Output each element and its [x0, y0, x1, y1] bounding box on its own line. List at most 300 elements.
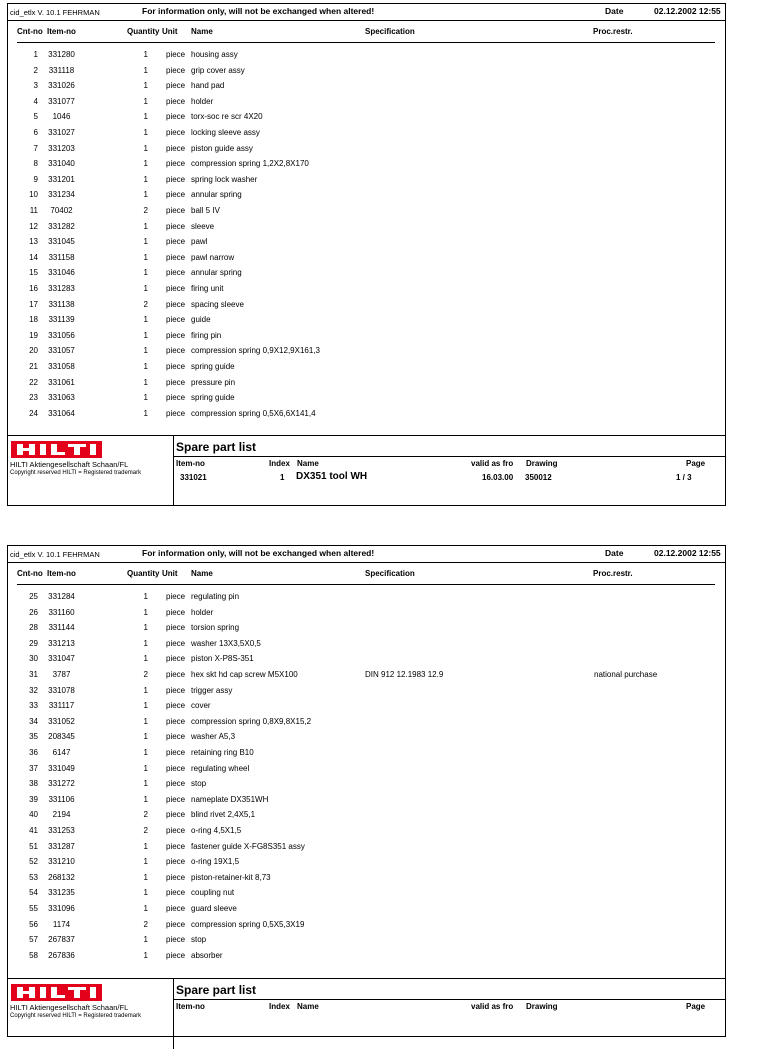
cnt-no-cell: 52: [29, 857, 38, 867]
unit-cell: piece: [166, 408, 186, 418]
col-proc-restr: Proc.restr.: [593, 569, 633, 578]
company-name: HILTI Aktiengesellschaft Schaan/FL: [10, 460, 129, 469]
item-no-cell: 331064: [48, 408, 75, 418]
quantity-cell: 1: [143, 623, 148, 633]
quantity-cell: 1: [143, 112, 148, 122]
cnt-no-cell: 32: [29, 685, 38, 695]
item-no-cell: 208345: [48, 732, 75, 742]
quantity-cell: 1: [143, 96, 148, 106]
quantity-cell: 1: [143, 592, 148, 601]
name-cell: hex skt hd cap screw M5X100: [191, 670, 298, 679]
item-no-cell: 1046: [52, 112, 71, 122]
item-no-cell: 331026: [48, 81, 75, 91]
item-no-cell: 331118: [48, 65, 75, 75]
table-row: [8, 206, 725, 221]
quantity-cell: 1: [143, 252, 148, 262]
item-no-cell: 331049: [48, 763, 75, 773]
name-cell: coupling nut: [191, 888, 235, 898]
footer-label-valid: valid as fro: [471, 1002, 514, 1011]
name-cell: piston X-P8S-351: [191, 654, 254, 664]
item-no-cell: 331272: [48, 779, 75, 789]
footer-label-valid: valid as fro: [471, 459, 514, 468]
unit-cell: piece: [166, 607, 186, 617]
cnt-no-cell: 26: [29, 607, 38, 617]
footer-label-item: Item-no: [176, 459, 205, 468]
unit-cell: piece: [166, 826, 186, 835]
name-cell: locking sleeve assy: [191, 128, 260, 137]
table-row: [8, 175, 725, 190]
cnt-no-cell: 54: [29, 888, 38, 898]
name-cell: annular spring: [191, 190, 242, 200]
name-cell: washer 13X3,5X0,5: [191, 638, 261, 648]
name-cell: trigger assy: [191, 685, 233, 695]
table-row: [8, 144, 725, 159]
proc-restr-cell: national purchase: [594, 670, 658, 679]
unit-cell: piece: [166, 779, 186, 789]
version-label: cid_etlx V. 10.1 FEHRMAN: [10, 8, 100, 17]
table-row: [8, 732, 725, 747]
table-row: [8, 362, 725, 377]
parts-list-page-2: [7, 545, 726, 1037]
name-cell: annular spring: [191, 268, 242, 278]
quantity-cell: 1: [143, 779, 148, 789]
parts-list-page-1: [7, 3, 726, 506]
item-no-cell: 331096: [48, 904, 75, 913]
footer-label-drawing: Drawing: [526, 1002, 558, 1011]
cnt-no-cell: 7: [33, 143, 38, 153]
unit-cell: piece: [166, 330, 186, 340]
name-cell: torx-soc re scr 4X20: [191, 112, 263, 122]
item-no-cell: 331139: [48, 315, 75, 325]
unit-cell: piece: [166, 65, 186, 75]
table-row: [8, 393, 725, 408]
hilti-logo: [11, 441, 102, 458]
unit-cell: piece: [166, 716, 186, 726]
table-row: [8, 608, 725, 623]
quantity-cell: 1: [143, 685, 148, 695]
name-cell: housing assy: [191, 50, 238, 59]
unit-cell: piece: [166, 654, 186, 664]
cnt-no-cell: 53: [29, 872, 38, 882]
unit-cell: piece: [166, 221, 186, 231]
quantity-cell: 1: [143, 377, 148, 387]
cnt-no-cell: 33: [29, 701, 38, 711]
item-no-cell: 268132: [48, 872, 75, 882]
cnt-no-cell: 56: [29, 919, 38, 929]
col-quantity: Quantity: [127, 27, 160, 36]
cnt-no-cell: 9: [33, 174, 38, 184]
table-row: [8, 253, 725, 268]
name-cell: guard sleeve: [191, 904, 237, 913]
unit-cell: piece: [166, 950, 186, 960]
unit-cell: piece: [166, 810, 186, 820]
cnt-no-cell: 24: [29, 408, 38, 418]
footer-name: DX351 tool WH: [296, 471, 368, 482]
quantity-cell: 1: [143, 128, 148, 137]
cnt-no-cell: 21: [29, 362, 38, 371]
name-cell: pawl narrow: [191, 252, 235, 262]
name-cell: stop: [191, 935, 207, 945]
table-row: [8, 50, 725, 65]
quantity-cell: 1: [143, 872, 148, 882]
table-row: [8, 920, 725, 935]
name-cell: pawl: [191, 237, 208, 247]
name-cell: sleeve: [191, 221, 215, 231]
table-row: [8, 826, 725, 841]
cnt-no-cell: 4: [33, 96, 38, 106]
unit-cell: piece: [166, 362, 186, 371]
item-no-cell: 3787: [52, 670, 71, 679]
item-no-cell: 2194: [52, 810, 71, 820]
quantity-cell: 1: [143, 237, 148, 247]
quantity-cell: 1: [143, 654, 148, 664]
quantity-cell: 1: [143, 794, 148, 804]
item-no-cell: 331046: [48, 268, 75, 278]
name-cell: hand pad: [191, 81, 225, 91]
cnt-no-cell: 51: [29, 841, 38, 851]
unit-cell: piece: [166, 841, 186, 851]
cnt-no-cell: 37: [29, 763, 38, 773]
header-rule: [17, 42, 715, 43]
cnt-no-cell: 15: [29, 268, 38, 278]
quantity-cell: 2: [143, 670, 148, 679]
unit-cell: piece: [166, 315, 186, 325]
item-no-cell: 331282: [48, 221, 75, 231]
unit-cell: piece: [166, 888, 186, 898]
table-row: [8, 717, 725, 732]
unit-cell: piece: [166, 935, 186, 945]
quantity-cell: 1: [143, 857, 148, 867]
item-no-cell: 70402: [50, 206, 73, 215]
cnt-no-cell: 11: [29, 206, 38, 215]
name-cell: piston guide assy: [191, 143, 253, 153]
col-quantity: Quantity: [127, 569, 160, 578]
item-no-cell: 331160: [48, 607, 75, 617]
name-cell: retaining ring B10: [191, 748, 254, 757]
date-label: Date: [605, 6, 624, 16]
unit-cell: piece: [166, 206, 186, 215]
unit-cell: piece: [166, 794, 186, 804]
unit-cell: piece: [166, 112, 186, 122]
unit-cell: piece: [166, 284, 186, 293]
table-row: [8, 686, 725, 701]
cnt-no-cell: 30: [29, 654, 38, 664]
quantity-cell: 1: [143, 362, 148, 371]
table-row: [8, 670, 725, 685]
cnt-no-cell: 57: [29, 935, 38, 945]
table-row: [8, 795, 725, 810]
item-no-cell: 331158: [48, 252, 75, 262]
cnt-no-cell: 6: [33, 128, 38, 137]
quantity-cell: 2: [143, 919, 148, 929]
item-no-cell: 331117: [48, 701, 75, 711]
cnt-no-cell: 40: [29, 810, 38, 820]
item-no-cell: 331077: [48, 96, 75, 106]
name-cell: compression spring 0,9X12,9X161,3: [191, 346, 320, 356]
version-label: cid_etlx V. 10.1 FEHRMAN: [10, 550, 100, 559]
footer-label-page: Page: [686, 459, 706, 468]
item-no-cell: 331235: [48, 888, 75, 898]
date-value: 02.12.2002 12:55: [654, 548, 721, 558]
name-cell: spring guide: [191, 393, 235, 403]
quantity-cell: 2: [143, 299, 148, 309]
footer-rule: [173, 999, 725, 1000]
quantity-cell: 1: [143, 190, 148, 200]
unit-cell: piece: [166, 904, 186, 913]
footer-item-no: 331021: [180, 473, 207, 482]
item-no-cell: 331280: [48, 50, 75, 59]
unit-cell: piece: [166, 268, 186, 278]
page-header: [8, 546, 725, 563]
item-no-cell: 331078: [48, 685, 75, 695]
unit-cell: piece: [166, 592, 186, 601]
col-cnt-no: Cnt-no: [17, 27, 43, 36]
header-rule: [17, 584, 715, 585]
cnt-no-cell: 8: [33, 159, 38, 169]
footer-block: [8, 978, 725, 1049]
quantity-cell: 1: [143, 65, 148, 75]
unit-cell: piece: [166, 159, 186, 169]
date-label: Date: [605, 548, 624, 558]
cnt-no-cell: 14: [29, 252, 38, 262]
footer-index: 1: [280, 473, 285, 482]
unit-cell: piece: [166, 346, 186, 356]
unit-cell: piece: [166, 377, 186, 387]
quantity-cell: 1: [143, 950, 148, 960]
unit-cell: piece: [166, 252, 186, 262]
item-no-cell: 331052: [48, 716, 75, 726]
specification-cell: DIN 912 12.1983 12.9: [365, 670, 444, 679]
quantity-cell: 1: [143, 408, 148, 418]
cnt-no-cell: 19: [29, 330, 38, 340]
unit-cell: piece: [166, 623, 186, 633]
cnt-no-cell: 58: [29, 950, 38, 960]
name-cell: regulating pin: [191, 592, 240, 601]
footer-block: [8, 435, 725, 506]
name-cell: holder: [191, 96, 214, 106]
name-cell: washer A5,3: [191, 732, 236, 742]
unit-cell: piece: [166, 670, 186, 679]
cnt-no-cell: 2: [33, 65, 38, 75]
footer-drawing: 350012: [525, 473, 552, 482]
company-name: HILTI Aktiengesellschaft Schaan/FL: [10, 1003, 129, 1012]
cnt-no-cell: 39: [29, 794, 38, 804]
table-row: [8, 315, 725, 330]
name-cell: spring guide: [191, 362, 235, 371]
item-no-cell: 331057: [48, 346, 75, 356]
item-no-cell: 331287: [48, 841, 75, 851]
unit-cell: piece: [166, 748, 186, 757]
table-row: [8, 951, 725, 966]
name-cell: blind rivet 2,4X5,1: [191, 810, 256, 820]
unit-cell: piece: [166, 299, 186, 309]
unit-cell: piece: [166, 50, 186, 59]
name-cell: nameplate DX351WH: [191, 794, 269, 804]
name-cell: piston-retainer-kit 8,73: [191, 872, 271, 882]
copyright-note: Copyright reserved HILTI = Registered trademark: [10, 1013, 142, 1019]
table-row: [8, 592, 725, 607]
unit-cell: piece: [166, 128, 186, 137]
item-no-cell: 331027: [48, 128, 75, 137]
page-header: [8, 4, 725, 21]
item-no-cell: 267836: [48, 950, 75, 960]
cnt-no-cell: 55: [29, 904, 38, 913]
name-cell: compression spring 0,8X9,8X15,2: [191, 716, 312, 726]
quantity-cell: 1: [143, 284, 148, 293]
item-no-cell: 6147: [52, 748, 71, 757]
unit-cell: piece: [166, 872, 186, 882]
quantity-cell: 1: [143, 935, 148, 945]
table-row: [8, 842, 725, 857]
quantity-cell: 1: [143, 841, 148, 851]
table-row: [8, 748, 725, 763]
quantity-cell: 1: [143, 159, 148, 169]
table-row: [8, 904, 725, 919]
footer-divider: [173, 979, 174, 1049]
unit-cell: piece: [166, 393, 186, 403]
table-row: [8, 128, 725, 143]
quantity-cell: 2: [143, 206, 148, 215]
cnt-no-cell: 23: [29, 393, 38, 403]
unit-cell: piece: [166, 919, 186, 929]
cnt-no-cell: 31: [29, 670, 38, 679]
table-row: [8, 268, 725, 283]
cnt-no-cell: 29: [29, 638, 38, 648]
table-row: [8, 764, 725, 779]
footer-label-page: Page: [686, 1002, 706, 1011]
table-row: [8, 190, 725, 205]
table-row: [8, 639, 725, 654]
item-no-cell: 331284: [48, 592, 75, 601]
table-row: [8, 331, 725, 346]
name-cell: fastener guide X-FG8S351 assy: [191, 841, 305, 851]
quantity-cell: 1: [143, 221, 148, 231]
quantity-cell: 2: [143, 810, 148, 820]
col-item-no: Item-no: [47, 569, 76, 578]
table-row: [8, 346, 725, 361]
unit-cell: piece: [166, 857, 186, 867]
item-no-cell: 331047: [48, 654, 75, 664]
col-cnt-no: Cnt-no: [17, 569, 43, 578]
quantity-cell: 1: [143, 268, 148, 278]
quantity-cell: 1: [143, 748, 148, 757]
item-no-cell: 331040: [48, 159, 75, 169]
name-cell: cover: [191, 701, 211, 711]
quantity-cell: 1: [143, 701, 148, 711]
info-notice: For information only, will not be exchanged when altered!: [142, 6, 375, 16]
table-row: [8, 222, 725, 237]
col-proc-restr: Proc.restr.: [593, 27, 633, 36]
table-row: [8, 935, 725, 950]
quantity-cell: 1: [143, 716, 148, 726]
footer-label-item: Item-no: [176, 1002, 205, 1011]
quantity-cell: 1: [143, 904, 148, 913]
footer-valid-from: 16.03.00: [482, 473, 514, 482]
name-cell: holder: [191, 607, 214, 617]
table-row: [8, 112, 725, 127]
quantity-cell: 1: [143, 330, 148, 340]
quantity-cell: 1: [143, 732, 148, 742]
table-row: [8, 378, 725, 393]
name-cell: compression spring 1,2X2,8X170: [191, 159, 309, 169]
unit-cell: piece: [166, 143, 186, 153]
table-row: [8, 81, 725, 96]
cnt-no-cell: 20: [29, 346, 38, 356]
table-row: [8, 779, 725, 794]
table-row: [8, 810, 725, 825]
table-row: [8, 66, 725, 81]
col-specification: Specification: [365, 27, 415, 36]
quantity-cell: 1: [143, 174, 148, 184]
item-no-cell: 331201: [48, 174, 75, 184]
table-row: [8, 888, 725, 903]
name-cell: spring lock washer: [191, 174, 258, 184]
cnt-no-cell: 35: [29, 732, 38, 742]
quantity-cell: 1: [143, 143, 148, 153]
unit-cell: piece: [166, 732, 186, 742]
footer-label-drawing: Drawing: [526, 459, 558, 468]
item-no-cell: 331253: [48, 826, 75, 835]
list-title: Spare part list: [176, 440, 257, 454]
item-no-cell: 331144: [48, 623, 75, 633]
cnt-no-cell: 22: [29, 377, 38, 387]
col-unit: Unit: [162, 27, 178, 36]
table-row: [8, 701, 725, 716]
copyright-note: Copyright reserved HILTI = Registered trademark: [10, 470, 142, 476]
unit-cell: piece: [166, 638, 186, 648]
item-no-cell: 331203: [48, 143, 75, 153]
name-cell: firing unit: [191, 284, 224, 293]
column-header-row: [8, 563, 725, 585]
item-no-cell: 267837: [48, 935, 75, 945]
name-cell: absorber: [191, 950, 223, 960]
unit-cell: piece: [166, 81, 186, 91]
table-row: [8, 409, 725, 424]
unit-cell: piece: [166, 190, 186, 200]
unit-cell: piece: [166, 174, 186, 184]
col-name: Name: [191, 569, 213, 578]
cnt-no-cell: 36: [29, 748, 38, 757]
name-cell: stop: [191, 779, 207, 789]
quantity-cell: 1: [143, 315, 148, 325]
cnt-no-cell: 28: [29, 623, 38, 633]
cnt-no-cell: 41: [29, 826, 38, 835]
footer-rule: [173, 456, 725, 457]
table-row: [8, 284, 725, 299]
unit-cell: piece: [166, 237, 186, 247]
quantity-cell: 2: [143, 826, 148, 835]
cnt-no-cell: 1: [33, 50, 38, 59]
quantity-cell: 1: [143, 638, 148, 648]
hilti-logo: [11, 984, 102, 1001]
list-title: Spare part list: [176, 983, 257, 997]
cnt-no-cell: 10: [29, 190, 38, 200]
column-header-row: [8, 21, 725, 43]
item-no-cell: 331234: [48, 190, 75, 200]
item-no-cell: 331045: [48, 237, 75, 247]
item-no-cell: 331061: [48, 377, 75, 387]
unit-cell: piece: [166, 96, 186, 106]
quantity-cell: 1: [143, 888, 148, 898]
name-cell: torsion spring: [191, 623, 240, 633]
col-item-no: Item-no: [47, 27, 76, 36]
item-no-cell: 1174: [52, 919, 71, 929]
name-cell: ball 5 IV: [191, 206, 220, 215]
unit-cell: piece: [166, 763, 186, 773]
info-notice: For information only, will not be exchanged when altered!: [142, 548, 375, 558]
footer-label-name: Name: [297, 1002, 319, 1011]
name-cell: regulating wheel: [191, 763, 250, 773]
